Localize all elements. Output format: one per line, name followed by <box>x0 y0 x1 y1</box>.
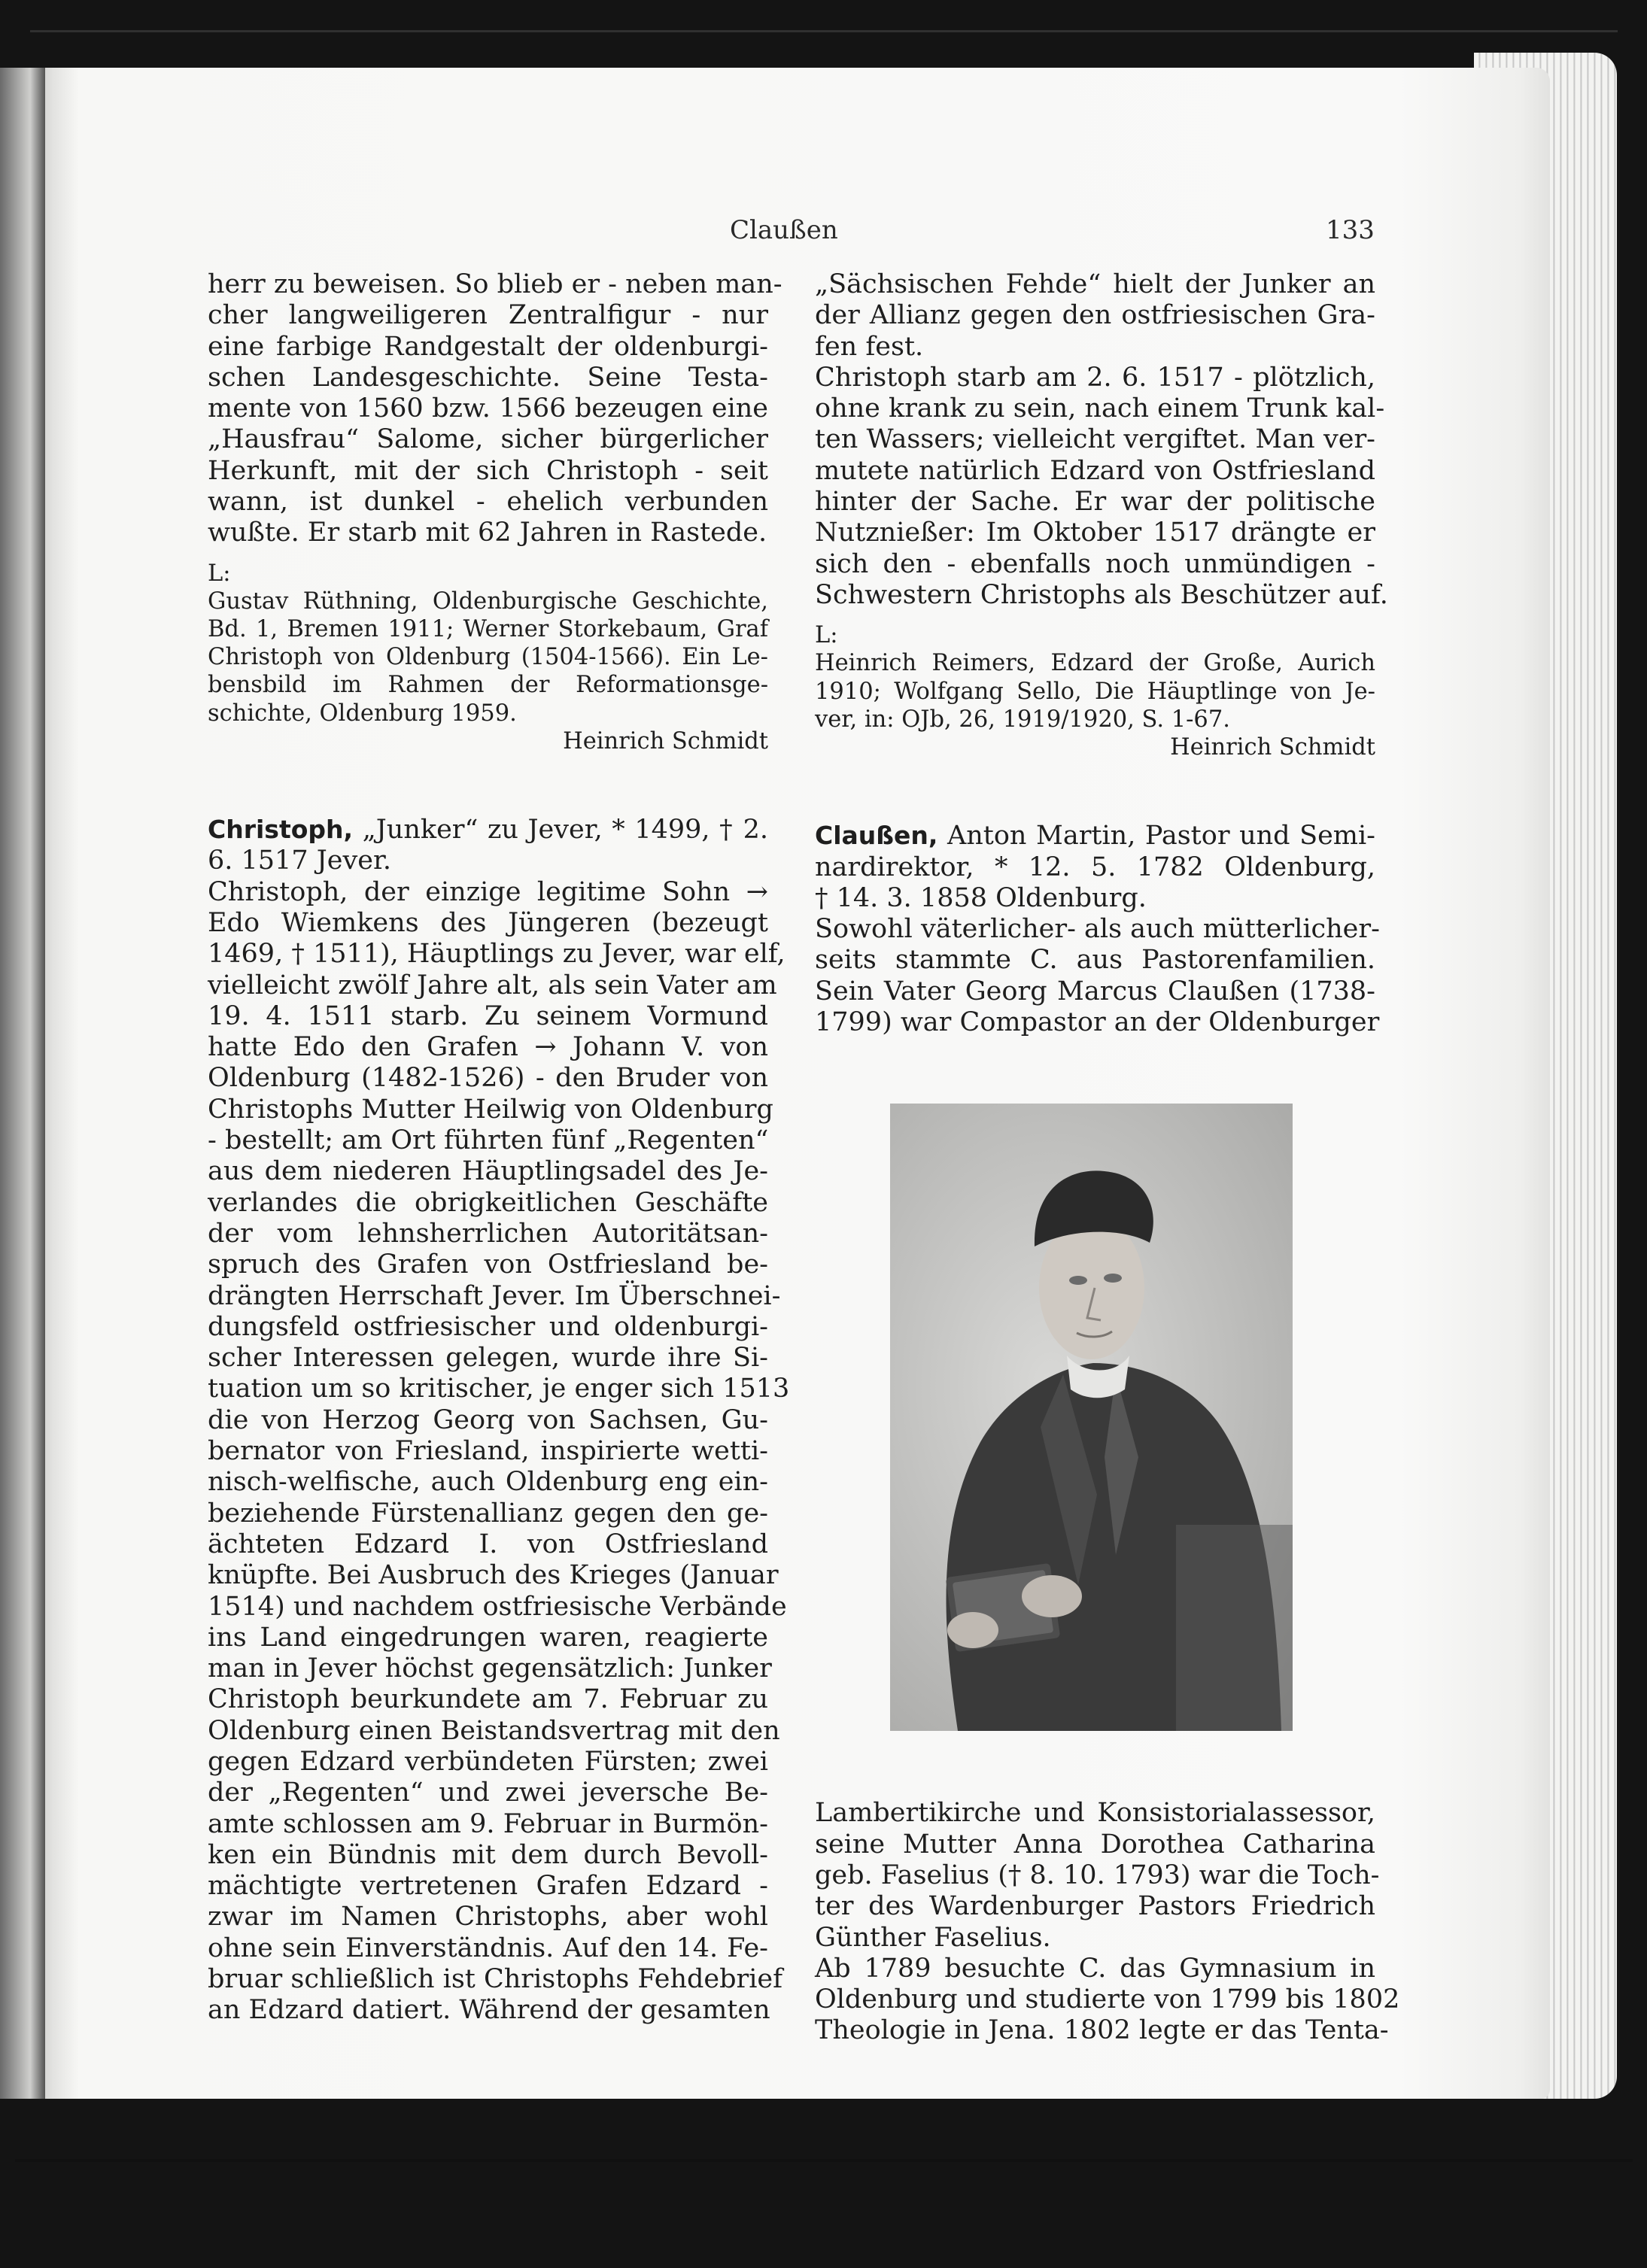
paragraph-saxon-feud <box>815 269 1375 363</box>
text-line: der „Regenten“ und zwei jeversche Be- <box>208 1778 768 1808</box>
text-line: Nutznießer: Im Oktober 1517 drängte er <box>815 518 1375 548</box>
text-line: wußte. Er starb mit 62 Jahren in Rastede. <box>208 518 767 548</box>
text-line: Bd. 1, Bremen 1911; Werner Storkebaum, Graf <box>208 616 768 643</box>
text-line: ächteten Edzard I. von Ostfriesland <box>208 1529 768 1559</box>
text-line: Edo Wiemkens des Jüngeren (bezeugt <box>208 907 768 938</box>
text-line: knüpfte. Bei Ausbruch des Krieges (Januar <box>208 1560 779 1591</box>
text-line: cher langweiligeren Zentralfigur - nur <box>208 300 768 331</box>
entry-heading-line2: 6. 1517 Jever. <box>208 846 391 876</box>
text-line: tuation um so kritischer, je enger sich 1513 <box>208 1374 790 1404</box>
text-line: Herkunft, mit der sich Christoph - seit <box>208 455 768 486</box>
text-line: an Edzard datiert. Während der gesamten <box>208 1995 770 2026</box>
entry-body <box>208 876 790 2027</box>
text-line: Oldenburg einen Beistandsvertrag mit den <box>208 1715 780 1746</box>
text-line: Oldenburg und studierte von 1799 bis 1802 <box>815 1984 1400 2015</box>
entry-name-claussen: Claußen, <box>815 821 938 851</box>
text-line: Christoph starb am 2. 6. 1517 - plötzlich, <box>815 362 1375 393</box>
text-line: 1469, † 1511), Häuptlings zu Jever, war elf, <box>208 939 786 970</box>
text-line: aus dem niederen Häuptlingsadel des Je- <box>208 1156 768 1187</box>
text-line: mächtigte vertretenen Grafen Edzard - <box>208 1871 768 1902</box>
text-line: Christoph von Oldenburg (1504-1566). Ein Le- <box>208 644 768 671</box>
text-line: ken ein Bündnis mit dem durch Bevoll- <box>208 1839 768 1870</box>
author-signature-right: Heinrich Schmidt <box>1170 734 1375 761</box>
literature-list-right <box>815 649 1375 733</box>
text-line: eine farbige Randgestalt der oldenburgi- <box>208 331 768 362</box>
entry-heading-text: „Junker“ zu Jever, * 1499, † 2. <box>362 815 768 846</box>
text-line: spruch des Grafen von Ostfriesland be- <box>208 1249 768 1280</box>
entry-name: Christoph, <box>208 815 354 845</box>
text-line: Gustav Rüthning, Oldenburgische Geschichte, <box>208 587 768 615</box>
text-line: Christophs Mutter Heilwig von Oldenburg <box>208 1094 773 1125</box>
paragraph-death <box>815 362 1388 611</box>
text-line: schen Landesgeschichte. Seine Testa- <box>208 362 768 393</box>
text-line: Sowohl väterlicher- als auch mütterlicher- <box>815 914 1380 945</box>
ruler-top <box>30 30 1618 32</box>
running-title: Claußen <box>730 215 838 245</box>
text-line: nisch-welfische, auch Oldenburg eng ein- <box>208 1467 768 1498</box>
text-line: bruar schließlich ist Christophs Fehdebrief <box>208 1964 783 1995</box>
text-line: seine Mutter Anna Dorothea Catharina <box>815 1829 1375 1860</box>
text-line: 19. 4. 1511 starb. Zu seinem Vormund <box>208 1000 768 1031</box>
text-line: Heinrich Reimers, Edzard der Große, Aurich <box>815 650 1375 677</box>
text-line: - bestellt; am Ort führten fünf „Regenten“ <box>208 1125 769 1156</box>
text-line: drängten Herrschaft Jever. Im Überschnei- <box>208 1280 781 1311</box>
text-line: die von Herzog Georg von Sachsen, Gu- <box>208 1404 768 1435</box>
text-line: verlandes die obrigkeitlichen Geschäfte <box>208 1187 768 1218</box>
text-line: Christoph, der einzige legitime Sohn → <box>208 876 768 907</box>
text-line: 1910; Wolfgang Sello, Die Häuptlinge von Je- <box>815 678 1375 705</box>
entry-heading-claussen <box>815 820 1375 852</box>
text-line: Lambertikirche und Konsistorialassessor, <box>815 1798 1375 1829</box>
text-line: Ab 1789 besuchte C. das Gymnasium in <box>815 1953 1375 1984</box>
text-line: scher Interessen gelegen, wurde ihre Si- <box>208 1343 768 1374</box>
paragraph-testament <box>208 269 782 549</box>
entry-body-claussen-1 <box>815 914 1380 1038</box>
text-line: ohne sein Einverständnis. Auf den 14. Fe- <box>208 1933 768 1963</box>
text-line: seits stammte C. aus Pastorenfamilien. <box>815 945 1375 976</box>
page-number: 133 <box>1326 215 1375 245</box>
text-line: Günther Faselius. <box>815 1922 1051 1953</box>
text-line: herr zu beweisen. So blieb er - neben man- <box>208 269 782 299</box>
text-line: Christoph beurkundete am 7. Februar zu <box>208 1684 768 1715</box>
literature-list <box>208 587 768 727</box>
text-line: vielleicht zwölf Jahre alt, als sein Vater am <box>208 970 777 1000</box>
text-line: Theologie in Jena. 1802 legte er das Tenta- <box>815 2015 1389 2046</box>
text-line: mente von 1560 bzw. 1566 bezeugen eine <box>208 393 768 424</box>
text-line: man in Jever höchst gegensätzlich: Junker <box>208 1653 772 1684</box>
text-line: ver, in: OJb, 26, 1919/1920, S. 1-67. <box>815 706 1230 733</box>
entry-heading <box>208 814 768 846</box>
text-line: † 14. 3. 1858 Oldenburg. <box>815 882 1147 913</box>
text-line: ter des Wardenburger Pastors Friedrich <box>815 1891 1375 1922</box>
text-line: beziehende Fürstenallianz gegen den ge- <box>208 1498 768 1529</box>
literature-label-right: L: <box>815 622 838 649</box>
text-line: 1514) und nachdem ostfriesische Verbände <box>208 1591 787 1622</box>
text-line: fen fest. <box>815 331 924 362</box>
entry-heading-claussen-rest <box>815 852 1375 915</box>
spine-shadow <box>0 68 53 2099</box>
text-line: Oldenburg (1482-1526) - den Bruder von <box>208 1063 768 1094</box>
text-line: der Allianz gegen den ostfriesischen Gra- <box>815 300 1375 331</box>
text-line: bensbild im Rahmen der Reformationsge- <box>208 672 768 699</box>
entry-heading-claussen-text: Anton Martin, Pastor und Semi- <box>947 821 1375 852</box>
ruler-left <box>15 2159 1633 2162</box>
text-line: der vom lehnsherrlichen Autoritätsan- <box>208 1218 768 1249</box>
text-line: „Hausfrau“ Salome, sicher bürgerlicher <box>208 424 768 455</box>
text-line: mutete natürlich Edzard von Ostfriesland <box>815 455 1375 486</box>
text-line: schichte, Oldenburg 1959. <box>208 700 517 727</box>
author-signature: Heinrich Schmidt <box>563 727 768 754</box>
text-line: 1799) war Compastor an der Oldenburger <box>815 1007 1380 1038</box>
text-line: nardirektor, * 12. 5. 1782 Oldenburg, <box>815 852 1375 882</box>
text-line: ten Wassers; vielleicht vergiftet. Man ver- <box>815 424 1375 455</box>
text-line: ohne krank zu sein, nach einem Trunk kal- <box>815 393 1385 424</box>
text-line: ins Land eingedrungen waren, reagierte <box>208 1622 768 1653</box>
left-column <box>208 269 790 2027</box>
portrait-engraving <box>890 1104 1293 1731</box>
text-line: Schwestern Christophs als Beschützer auf. <box>815 579 1388 610</box>
text-line: hatte Edo den Grafen → Johann V. von <box>208 1032 768 1063</box>
text-line: Sein Vater Georg Marcus Claußen (1738- <box>815 976 1375 1006</box>
text-line: geb. Faselius († 8. 10. 1793) war die Toch- <box>815 1860 1380 1890</box>
portrait-figure <box>890 1104 1293 1731</box>
text-line: dungsfeld ostfriesischer und oldenburgi- <box>208 1311 768 1342</box>
text-line: wann, ist dunkel - ehelich verbunden <box>208 487 768 518</box>
text-line: gegen Edzard verbündeten Fürsten; zwei <box>208 1747 768 1777</box>
literature-label: L: <box>208 560 231 587</box>
text-line: amte schlossen am 9. Februar in Burmön- <box>208 1808 768 1839</box>
entry-body-claussen-3 <box>815 1953 1400 2047</box>
text-line: hinter der Sache. Er war der politische <box>815 487 1375 518</box>
text-line: „Sächsischen Fehde“ hielt der Junker an <box>815 269 1375 299</box>
text-line: bernator von Friesland, inspirierte wetti- <box>208 1436 768 1467</box>
text-line: sich den - ebenfalls noch unmündigen - <box>815 548 1375 579</box>
text-line: zwar im Namen Christophs, aber wohl <box>208 1902 768 1933</box>
entry-body-claussen-2 <box>815 1798 1380 1953</box>
